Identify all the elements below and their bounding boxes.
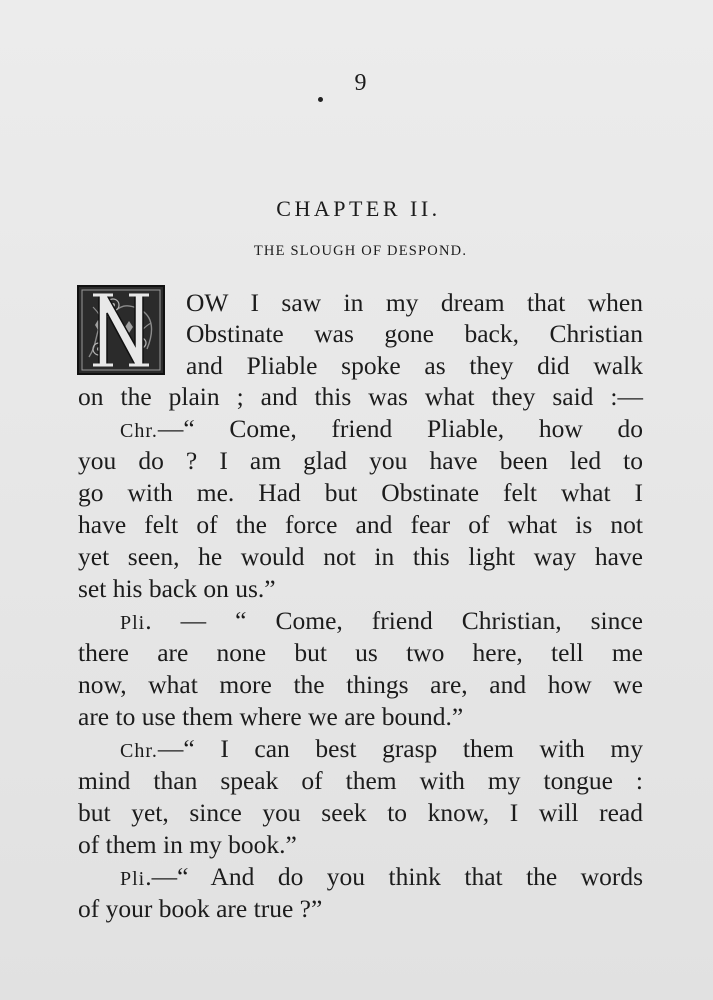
dialogue-line [120, 605, 643, 639]
text-fragment: . — “ Come, friend Christian, since [145, 606, 643, 635]
chapter-title: CHAPTER II. [276, 196, 441, 221]
dialogue-line [120, 733, 643, 767]
text-line: OW I saw in my dream that when [186, 288, 643, 317]
speaker-name: Chr. [120, 740, 158, 762]
text-line: there are none but us two here, tell me [78, 638, 643, 667]
text-line: you do ? I am glad you have been led to [78, 446, 643, 475]
page-number: 9 [354, 70, 367, 96]
text-line: Obstinate was gone back, Christian [186, 319, 643, 348]
text-line: yet seen, he would not in this light way have [78, 542, 643, 571]
speaker-name: Pli [120, 612, 146, 634]
dialogue-line [120, 861, 643, 895]
text-line: of them in my book.” [78, 830, 297, 859]
text-fragment: —“ I can best grasp them with my [157, 734, 643, 763]
dialogue-line [120, 413, 643, 447]
speaker-name: Pli [120, 868, 146, 890]
ink-dot [318, 97, 323, 102]
floral-initial-letter-icon [79, 287, 163, 373]
text-line: go with me. Had but Obstinate felt what I [78, 478, 643, 507]
text-line: are to use them where we are bound.” [78, 702, 464, 731]
text-line: of your book are true ?” [78, 894, 323, 923]
text-line: now, what more the things are, and how we [78, 670, 643, 699]
drop-cap [77, 285, 165, 375]
text-fragment: —“ Come, friend Pliable, how do [157, 414, 643, 443]
text-line: but yet, since you seek to know, I will read [78, 798, 643, 827]
chapter-subtitle: THE SLOUGH OF DESPOND. [253, 243, 468, 259]
text-line: set his back on us.” [78, 574, 276, 603]
text-line: mind than speak of them with my tongue : [78, 766, 643, 795]
text-line: have felt of the force and fear of what is not [78, 510, 643, 539]
text-line: on the plain ; and this was what they said :— [78, 382, 643, 411]
text-line: and Pliable spoke as they did walk [186, 351, 643, 380]
text-fragment: .—“ And do you think that the words [145, 862, 643, 891]
speaker-name: Chr. [120, 420, 158, 442]
